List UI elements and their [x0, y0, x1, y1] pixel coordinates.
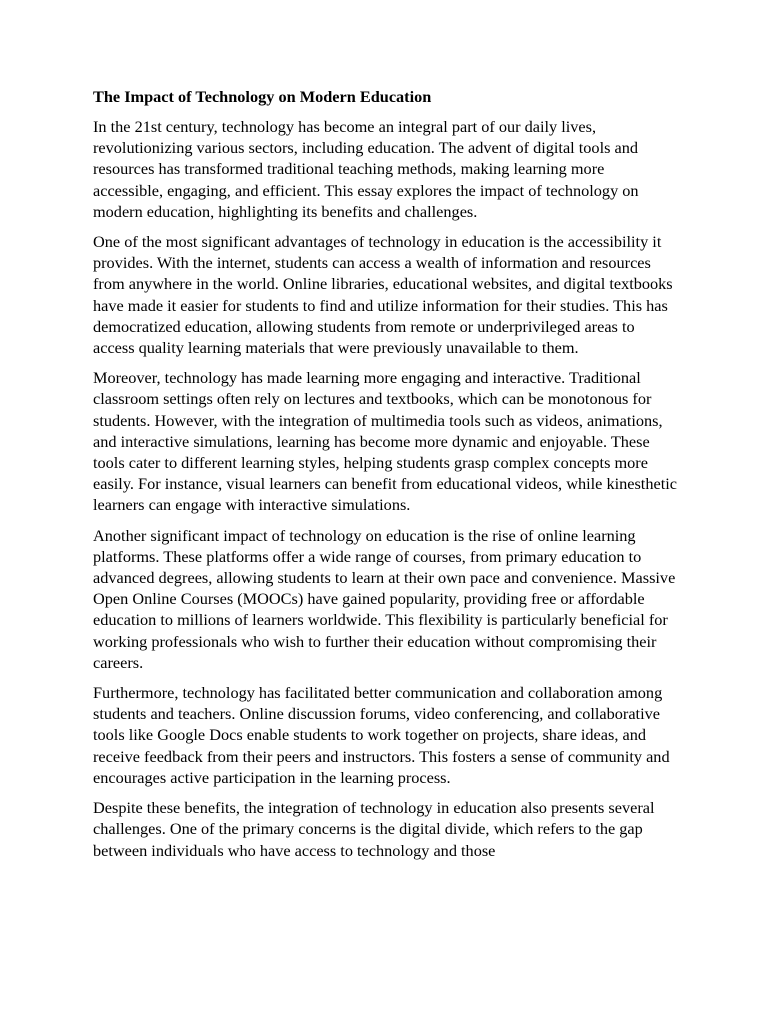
- document-page: [93, 86, 677, 870]
- paragraph-5: Furthermore, technology has facilitated better communication and collaboration among students and teachers. Online discussion forums, video conferencing, and collaborative tools like Google Docs enable students to work together on projects, share ideas, and receive feedback from their peers and instructors. This fosters a sense of community and encourages active participation in the learning process.: [93, 683, 670, 787]
- paragraph-1: In the 21st century, technology has become an integral part of our daily lives, revolutionizing various sectors, including education. The advent of digital tools and resources has transformed traditional teaching methods, making learning more accessible, engaging, and efficient. This essay explores the impact of technology on modern education, highlighting its benefits and challenges.: [93, 117, 639, 221]
- paragraph-2: One of the most significant advantages of technology in education is the accessibility it provides. With the internet, students can access a wealth of information and resources from anywhere in the world. Online libraries, educational websites, and digital textbooks have made it easier for students to find and utilize information for their studies. This has democratized education, allowing students from remote or underprivileged areas to access quality learning materials that were previously unavailable to them.: [93, 232, 673, 358]
- paragraph-4: Another significant impact of technology on education is the rise of online learning platforms. These platforms offer a wide range of courses, from primary education to advanced degrees, allowing students to learn at their own pace and convenience. Massive Open Online Courses (MOOCs) have gained popularity, providing free or affordable education to millions of learners worldwide. This flexibility is particularly beneficial for working professionals who wish to further their education without compromising their careers.: [93, 525, 676, 672]
- paragraph-3: Moreover, technology has made learning more engaging and interactive. Traditional classroom settings often rely on lectures and textbooks, which can be monotonous for students. However, with the integration of multimedia tools such as videos, animations, and interactive simulations, learning has become more dynamic and enjoyable. These tools cater to different learning styles, helping students grasp complex concepts more easily. For instance, visual learners can benefit from educational videos, while kinesthetic learners can engage with interactive simulations.: [93, 368, 677, 515]
- paragraph-6: Despite these benefits, the integration of technology in education also presents several challenges. One of the primary concerns is the digital divide, which refers to the gap between individuals who have access to technology and those: [93, 798, 655, 860]
- document-title: The Impact of Technology on Modern Education: [93, 87, 432, 106]
